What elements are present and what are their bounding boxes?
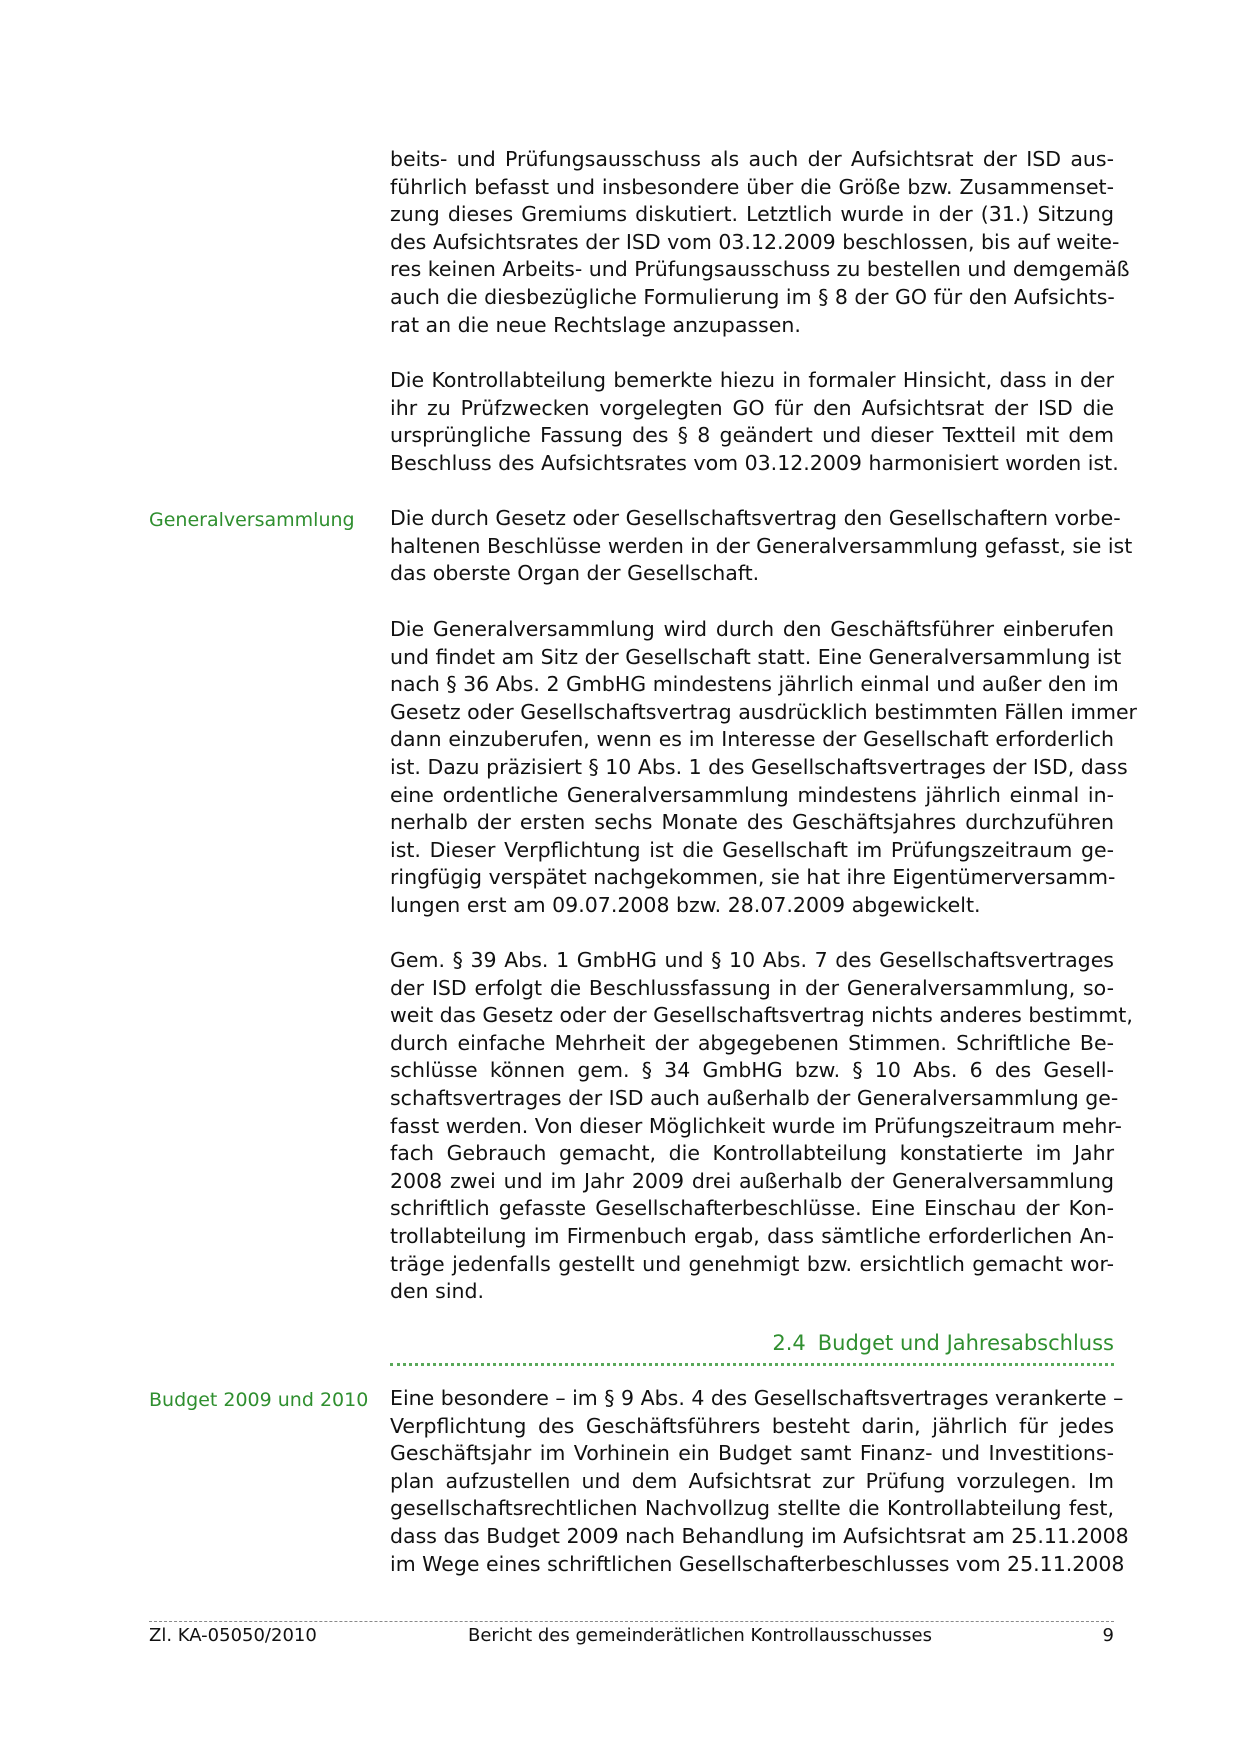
text-line: Gem. § 39 Abs. 1 GmbHG und § 10 Abs. 7 des Gesellschaftsvertrages [390,948,1114,972]
paragraph-generalversammlung-einberufung [390,616,1137,920]
text-line: das oberste Organ der Gesellschaft. [390,561,760,586]
text-line: fach Gebrauch gemacht, die Kontrollabteilung konstatierte im Jahr [390,1141,1114,1166]
footer-title: Bericht des gemeinderätlichen Kontrollausschusses [467,1625,933,1646]
text-line: ihr zu Prüfzwecken vorgelegten GO für den Aufsichtsrat der ISD die [390,395,1114,420]
text-line: des Aufsichtsrates der ISD vom 03.12.2009 beschlossen, bis auf weite- [390,229,1120,254]
section-heading [390,1329,1114,1357]
paragraph-arbeitsausschuss [390,146,1130,339]
text-line: Geschäftsjahr im Vorhinein ein Budget samt Finanz- und Investitions- [390,1441,1114,1466]
section-title: Budget und Jahresabschluss [817,1331,1114,1355]
text-line: ringfügig verspätet nachgekommen, sie hat ihre Eigentümerversamm- [390,865,1116,890]
text-line: im Wege eines schriftlichen Gesellschafterbeschlusses vom 25.11.2008 [390,1551,1125,1576]
footer-reference: Zl. KA-05050/2010 [149,1625,317,1646]
paragraph-beschlussfassung [390,947,1133,1306]
text-line: ursprüngliche Fassung des § 8 geändert und dieser Textteil mit dem [390,423,1114,448]
text-line: nerhalb der ersten sechs Monate des Geschäftsjahres durchzuführen [390,810,1114,835]
text-line: res keinen Arbeits- und Prüfungsausschuss zu bestellen und demgemäß [390,257,1130,282]
text-line: lungen erst am 09.07.2008 bzw. 28.07.2009 abgewickelt. [390,892,981,917]
page-number: 9 [1102,1625,1114,1646]
text-line: dass das Budget 2009 nach Behandlung im Aufsichtsrat am 25.11.2008 [390,1523,1129,1548]
margin-label-generalversammlung: Generalversammlung [149,509,355,531]
text-line: schlüsse können gem. § 34 GmbHG bzw. § 10 Abs. 6 des Gesell- [390,1058,1114,1083]
text-line: weit das Gesetz oder der Gesellschaftsvertrag nichts anderes bestimmt, [390,1003,1133,1028]
text-line: plan aufzustellen und dem Aufsichtsrat zur Prüfung vorzulegen. Im [390,1468,1114,1493]
text-line: fasst werden. Von dieser Möglichkeit wurde im Prüfungszeitraum mehr- [390,1113,1122,1138]
text-line: durch einfache Mehrheit der abgegebenen Stimmen. Schriftliche Be- [390,1030,1114,1055]
text-line: träge jedenfalls gestellt und genehmigt bzw. ersichtlich gemacht wor- [390,1251,1114,1276]
text-line: ist. Dazu präzisiert § 10 Abs. 1 des Gesellschaftsvertrages der ISD, dass [390,754,1128,779]
text-line: gesellschaftsrechtlichen Nachvollzug stellte die Kontrollabteilung fest, [390,1496,1114,1521]
text-line: der ISD erfolgt die Beschlussfassung in der Generalversammlung, so- [390,975,1114,1000]
text-line: Eine besondere – im § 9 Abs. 4 des Gesellschaftsvertrages verankerte – [390,1386,1124,1410]
text-line: haltenen Beschlüsse werden in der Generalversammlung gefasst, sie ist [390,533,1133,558]
text-line: schaftsvertrages der ISD auch außerhalb der Generalversammlung ge- [390,1085,1119,1110]
section-number: 2.4 [772,1331,806,1355]
text-line: eine ordentliche Generalversammlung mindestens jährlich einmal in- [390,782,1114,807]
paragraph-kontrollabteilung-go [390,367,1119,477]
text-line: und findet am Sitz der Gesellschaft statt. Eine Generalversammlung ist [390,644,1122,669]
text-line: nach § 36 Abs. 2 GmbHG mindestens jährlich einmal und außer den im [390,672,1119,697]
paragraph-generalversammlung-intro [390,505,1133,588]
paragraph-budget [390,1385,1129,1578]
text-line: zung dieses Gremiums diskutiert. Letztlich wurde in der (31.) Sitzung [390,202,1114,227]
text-line: Die Kontrollabteilung bemerkte hiezu in formaler Hinsicht, dass in der [390,368,1114,392]
text-line: beits- und Prüfungsausschuss als auch der Aufsichtsrat der ISD aus- [390,147,1114,171]
text-line: Die Generalversammlung wird durch den Geschäftsführer einberufen [390,617,1114,641]
text-line: trollabteilung im Firmenbuch ergab, dass sämtliche erforderlichen An- [390,1223,1114,1248]
text-line: Die durch Gesetz oder Gesellschaftsvertrag den Gesellschaftern vorbe- [390,506,1121,530]
footer-rule [149,1621,1114,1622]
text-line: rat an die neue Rechtslage anzupassen. [390,312,801,337]
text-line: ist. Dieser Verpflichtung ist die Gesellschaft im Prüfungszeitraum ge- [390,837,1114,862]
text-line: Verpflichtung des Geschäftsführers besteht darin, jährlich für jedes [390,1413,1114,1438]
text-line: auch die diesbezügliche Formulierung im § 8 der GO für den Aufsichts- [390,284,1115,309]
text-line: dann einzuberufen, wenn es im Interesse der Gesellschaft erforderlich [390,727,1114,752]
text-line: führlich befasst und insbesondere über die Größe bzw. Zusammenset- [390,174,1114,199]
text-line: 2008 zwei und im Jahr 2009 drei außerhalb der Generalversammlung [390,1168,1114,1193]
text-line: den sind. [390,1279,485,1304]
text-line: Gesetz oder Gesellschaftsvertrag ausdrücklich bestimmten Fällen immer [390,699,1137,724]
section-heading-rule [390,1363,1114,1366]
margin-label-budget: Budget 2009 und 2010 [149,1389,369,1411]
text-line: schriftlich gefasste Gesellschafterbeschlüsse. Eine Einschau der Kon- [390,1196,1114,1221]
text-line: Beschluss des Aufsichtsrates vom 03.12.2009 harmonisiert worden ist. [390,450,1119,475]
